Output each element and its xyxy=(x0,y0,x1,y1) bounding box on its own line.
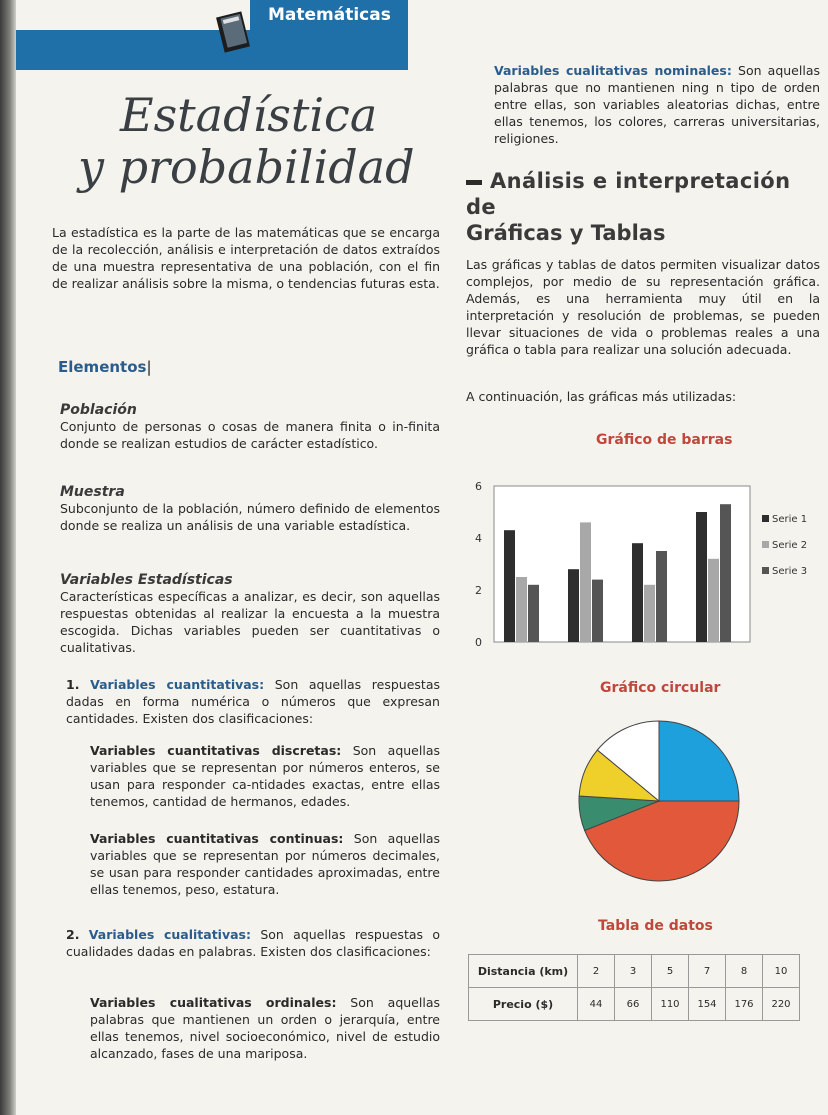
intro-paragraph: La estadística es la parte de las matemáticas que se encarga de la recolección, análisis e interpretación de datos extraídos de una muestra representativa de una población, con el fin de realizar análisis sobre la misma, o tendencias futuras esta. xyxy=(52,225,440,291)
cuantitativas-num: 1. xyxy=(66,677,80,692)
variables-block xyxy=(60,572,440,656)
nominales-item xyxy=(494,62,820,147)
nominales-label: Variables cualitativas nominales: xyxy=(494,63,732,78)
table-cell: 110 xyxy=(652,988,689,1021)
table-cell: 10 xyxy=(763,955,800,988)
poblacion-block xyxy=(60,402,440,452)
charts-intro: A continuación, las gráficas más utilizadas: xyxy=(466,389,737,404)
continuas-label: Variables cuantitativas continuas: xyxy=(90,831,344,846)
discretas-item xyxy=(90,742,440,810)
table-row-label: Distancia (km) xyxy=(469,955,578,988)
nominales-text: Son aquellas palabras que no mantienen ning n tipo de orden entre ellas, son variables aleatorias dichas, entre ellas tenemos, los colores, carreras universitarias, religiones. xyxy=(494,63,820,146)
legend-label: Serie 1 xyxy=(772,514,808,525)
dash-bar xyxy=(466,180,482,185)
table-cell: 7 xyxy=(689,955,726,988)
analysis-title xyxy=(466,168,826,246)
table-row xyxy=(469,955,800,988)
table-cell: 44 xyxy=(578,988,615,1021)
table-cell: 3 xyxy=(615,955,652,988)
y-tick-label: 6 xyxy=(475,480,482,493)
bar-1-2 xyxy=(568,569,579,642)
bar-1-3 xyxy=(632,543,643,642)
bar-1-1 xyxy=(504,530,515,642)
bar-3-3 xyxy=(656,551,667,642)
discretas-label: Variables cuantitativas discretas: xyxy=(90,743,342,758)
table-cell: 176 xyxy=(726,988,763,1021)
bar-chart xyxy=(466,476,812,654)
bar-3-2 xyxy=(592,580,603,642)
cuantitativas-item xyxy=(66,676,440,727)
cualitativas-text: Son aquellas respuestas o cualidades dadas en palabras. Existen dos clasificaciones: xyxy=(66,927,440,959)
muestra-block xyxy=(60,484,440,534)
cuantitativas-label: Variables cuantitativas: xyxy=(90,677,265,692)
cualitativas-label: Variables cualitativas: xyxy=(88,927,251,942)
legend-label: Serie 2 xyxy=(772,540,808,551)
bar-2-3 xyxy=(644,585,655,642)
muestra-text: Subconjunto de la población, número definido de elementos donde se realiza un análisis de una variable estadística. xyxy=(60,501,440,533)
y-tick-label: 0 xyxy=(475,636,482,649)
cualitativas-num: 2. xyxy=(66,927,80,942)
table-cell: 154 xyxy=(689,988,726,1021)
pie-chart-title: Gráfico circular xyxy=(600,680,721,696)
elements-heading: Elementos| xyxy=(58,358,152,376)
table-cell: 220 xyxy=(763,988,800,1021)
ordinales-label: Variables cualitativas ordinales: xyxy=(90,995,337,1010)
table-row-label: Precio ($) xyxy=(469,988,578,1021)
header-banner xyxy=(16,30,408,70)
data-table xyxy=(468,954,800,1021)
title-line-2: y probabilidad xyxy=(78,140,415,194)
poblacion-term: Población xyxy=(60,402,137,418)
bar-3-4 xyxy=(720,504,731,642)
analysis-paragraph: Las gráficas y tablas de datos permiten visualizar datos complejos, por medio de su representación gráfica. Además, es una herramienta muy útil en la interpretación y resolución de problemas, se pueden llevar situaciones de vida o problemas reales a una gráfica o tabla para realizar una solución adecuada. xyxy=(466,257,820,357)
book-spine xyxy=(0,0,16,1115)
bar-1-4 xyxy=(696,512,707,642)
table-title: Tabla de datos xyxy=(598,918,713,934)
pie-chart xyxy=(574,716,744,886)
variables-text: Características específicas a analizar, es decir, son aquellas respuestas obtenidas al realizar la encuesta a la muestra escogida. Dichas variables pueden ser cuantitativas o cualitativas. xyxy=(60,589,440,655)
table-cell: 5 xyxy=(652,955,689,988)
bar-3-1 xyxy=(528,585,539,642)
bar-2-2 xyxy=(580,522,591,642)
analysis-title-line2: Gráficas y Tablas xyxy=(466,221,666,245)
continuas-item xyxy=(90,830,440,898)
bar-2-1 xyxy=(516,577,527,642)
table-cell: 8 xyxy=(726,955,763,988)
legend-swatch xyxy=(762,567,769,574)
data-table-wrap xyxy=(468,954,800,1021)
table-row xyxy=(469,988,800,1021)
ordinales-text: Son aquellas palabras que mantienen un orden o jerarquía, entre ellas tenemos, nivel socioeconómico, nivel de estudio alcanzado, fases de una mariposa. xyxy=(90,995,440,1061)
legend-swatch xyxy=(762,541,769,548)
pie-slice-1 xyxy=(659,721,739,801)
legend-swatch xyxy=(762,515,769,522)
legend-label: Serie 3 xyxy=(772,566,808,577)
bar-2-4 xyxy=(708,559,719,642)
poblacion-text: Conjunto de personas o cosas de manera finita o in-finita donde se realizan estudios de carácter estadístico. xyxy=(60,419,440,451)
ordinales-item xyxy=(90,994,440,1062)
variables-term: Variables Estadísticas xyxy=(60,572,233,588)
muestra-term: Muestra xyxy=(60,484,125,500)
bar-chart-title: Gráfico de barras xyxy=(596,432,733,448)
title-line-1: Estadística xyxy=(120,88,378,142)
table-cell: 2 xyxy=(578,955,615,988)
cuantitativas-text: Son aquellas respuestas dadas en forma numérica o números que expresan cantidades. Existen dos clasificaciones: xyxy=(66,677,440,726)
continuas-text: Son aquellas variables que se representan por números decimales, se usan para responder cantidades aproximadas, entre ellas tenemos, peso, estatura. xyxy=(90,831,440,897)
subject-title: Matemáticas xyxy=(268,5,391,25)
y-tick-label: 2 xyxy=(475,584,482,597)
cualitativas-item xyxy=(66,926,440,960)
discretas-text: Son aquellas variables que se representan por números enteros, se usan para responder ca-ntidades exactas, entre ellas tenemos, cantidad de hermanos, edades. xyxy=(90,743,440,809)
table-cell: 66 xyxy=(615,988,652,1021)
y-tick-label: 4 xyxy=(475,532,482,545)
analysis-title-line1: Análisis e interpretación de xyxy=(466,169,791,219)
book-icon xyxy=(214,6,254,56)
